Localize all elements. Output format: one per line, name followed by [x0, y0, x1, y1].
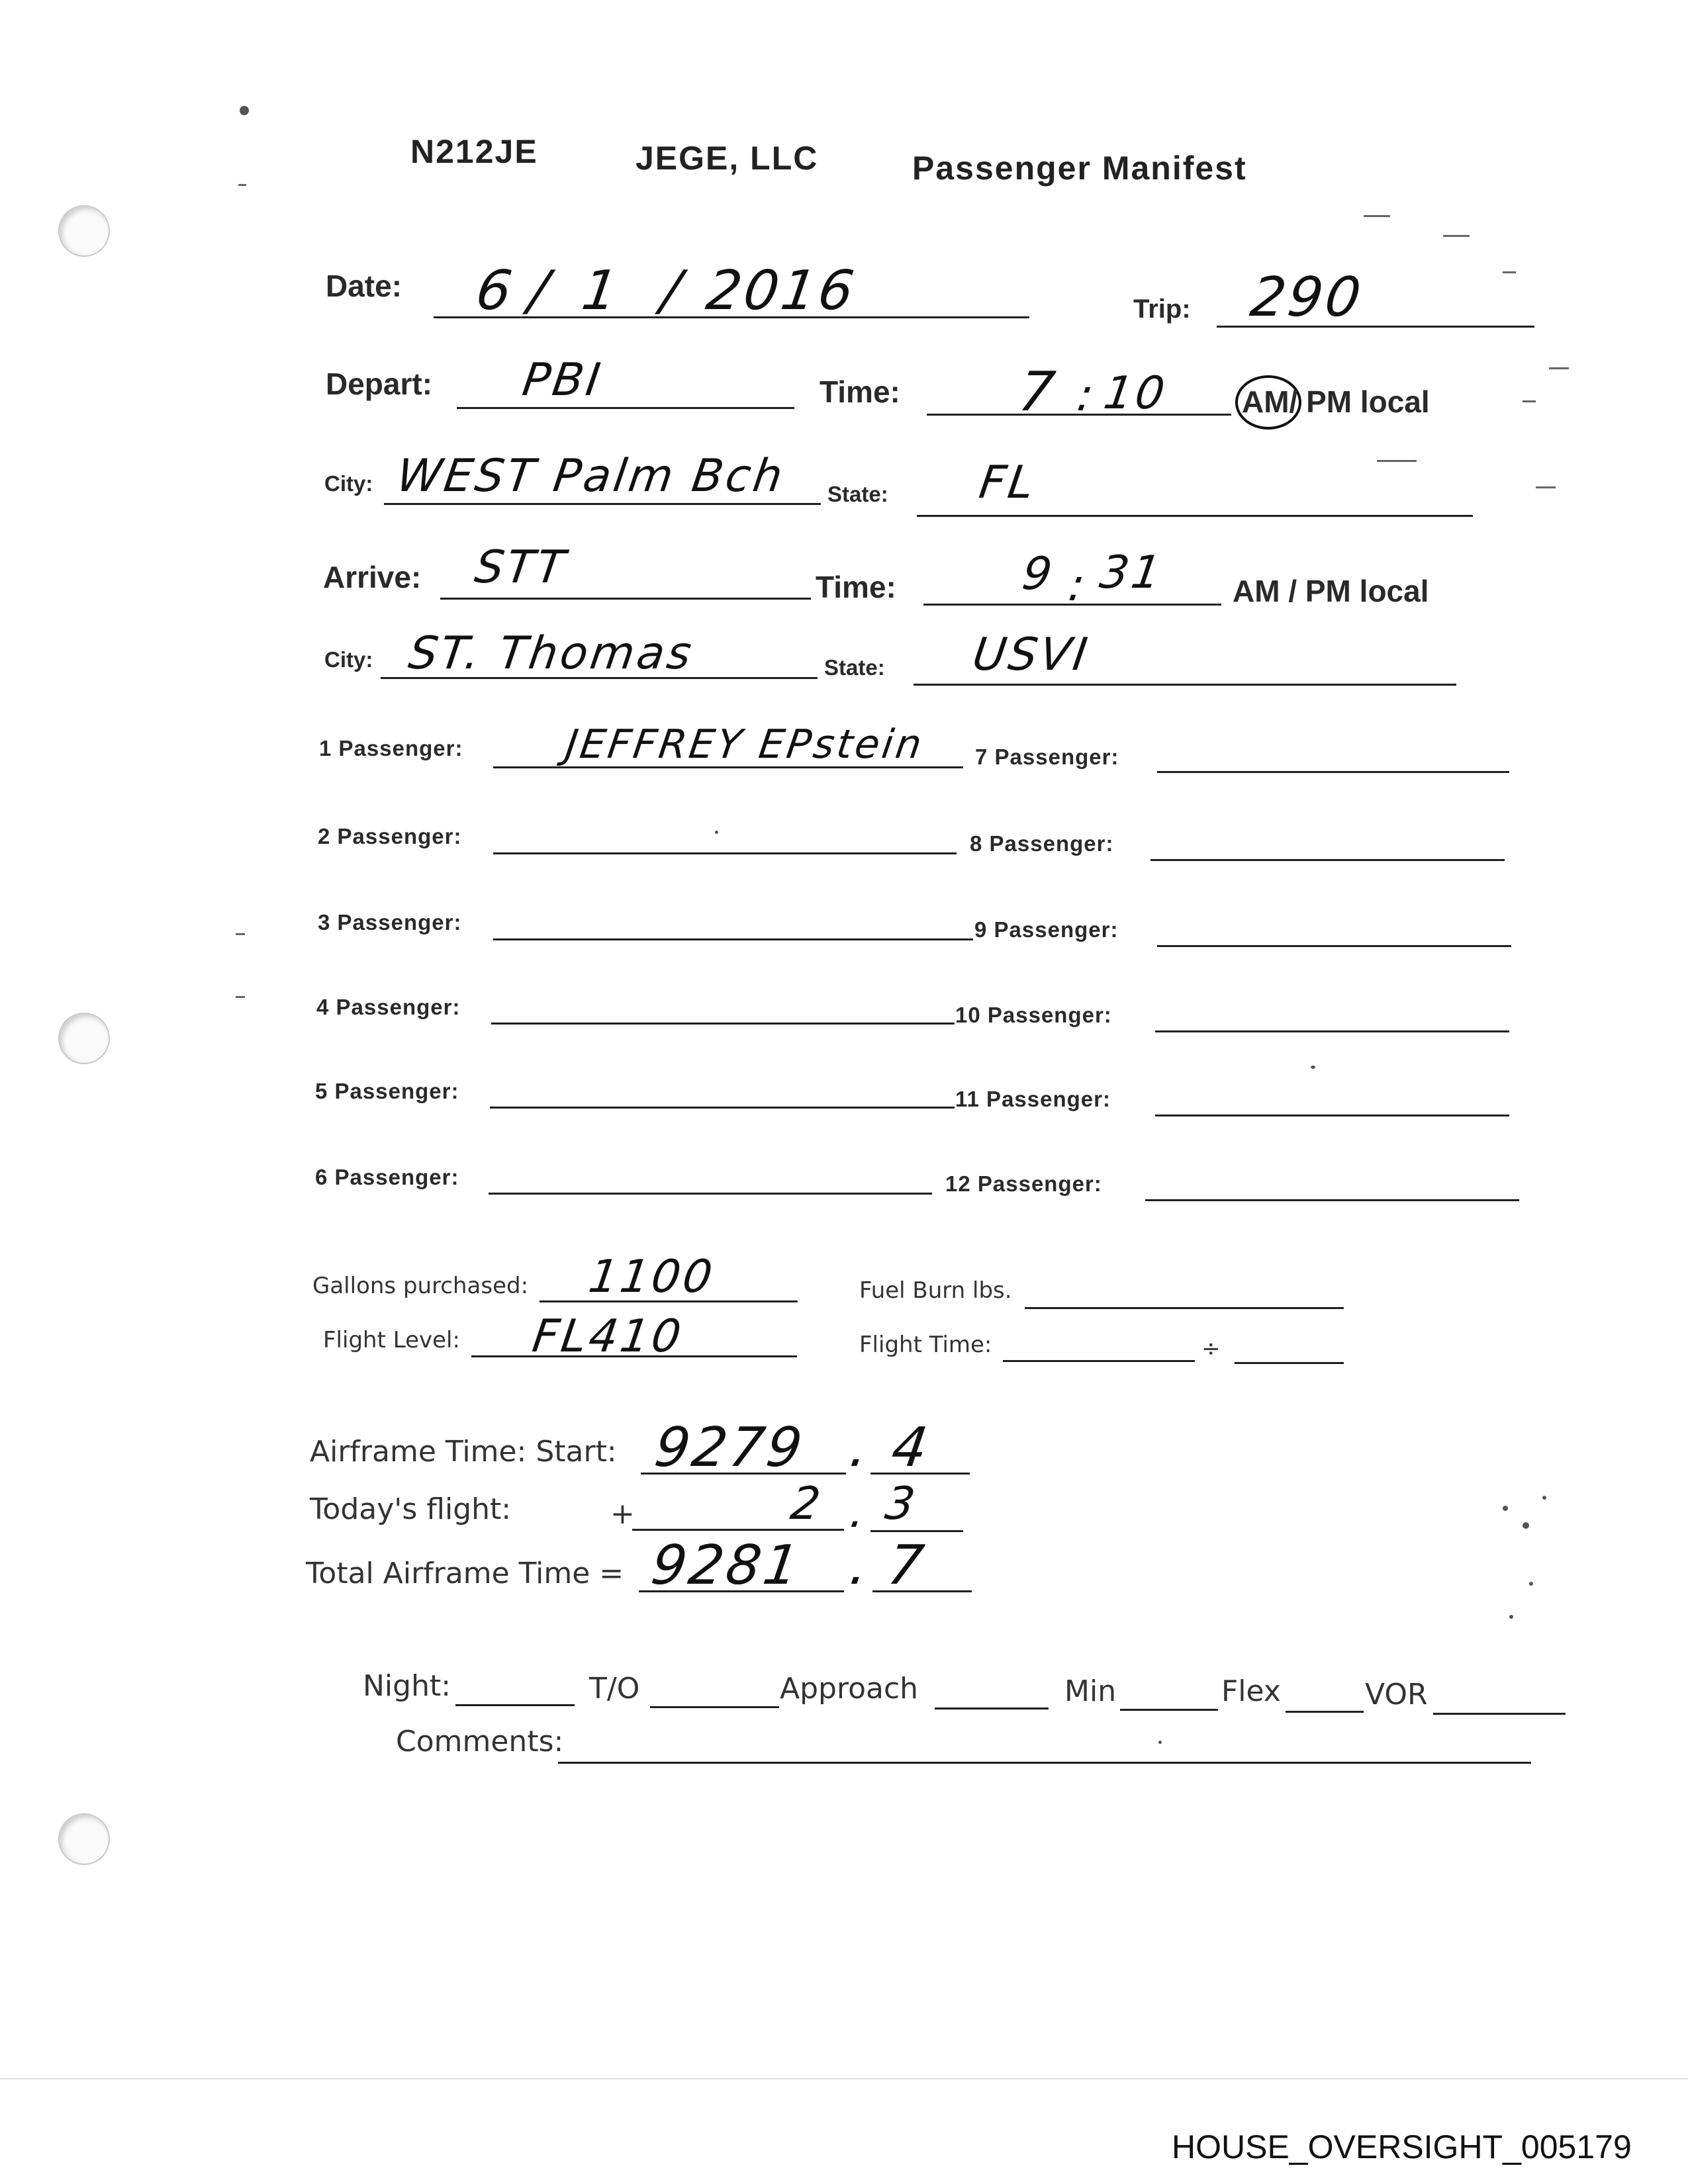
comments-label: Comments: [396, 1725, 564, 1758]
scan-speck [1509, 1615, 1513, 1619]
passenger-4-label: 4 Passenger: [316, 995, 461, 1019]
passenger-7-label: 7 Passenger: [975, 745, 1119, 769]
depart-am-pm-local: AM/ PM local [1242, 385, 1430, 419]
depart-line [457, 407, 794, 409]
flight-level-value: FL410 [529, 1310, 687, 1363]
passenger-12-line [1145, 1199, 1519, 1201]
arrive-line [440, 598, 811, 600]
takeoff-label: T/O [589, 1672, 640, 1706]
date-month-value: 6 [472, 259, 518, 322]
fuel-burn-label: Fuel Burn lbs. [859, 1277, 1012, 1304]
total-airframe-label: Total Airframe Time = [306, 1557, 624, 1590]
scan-speck [1542, 1496, 1546, 1500]
flight-time-tenths-line [1235, 1362, 1344, 1364]
todays-flight-tenth-value: 3 [882, 1478, 921, 1530]
airframe-start-tenth-value: 4 [888, 1416, 934, 1479]
scan-mark [236, 996, 245, 998]
passenger-10-line [1155, 1030, 1509, 1032]
date-label: Date: [326, 269, 402, 303]
scan-speck [1311, 1066, 1315, 1069]
night-line [455, 1704, 575, 1706]
depart-state-line [917, 515, 1473, 517]
bates-number: HOUSE_OVERSIGHT_005179 [1172, 2128, 1632, 2165]
depart-time-label: Time: [820, 375, 900, 409]
passenger-11-label: 11 Passenger: [955, 1087, 1111, 1111]
depart-city-value: WEST Palm Bch [393, 450, 788, 502]
date-separator-2: / [657, 259, 688, 322]
passenger-8-line [1150, 859, 1505, 861]
total-airframe-whole-value: 9281 [647, 1534, 806, 1597]
company-name: JEGE, LLC [635, 140, 819, 177]
passenger-8-label: 8 Passenger: [970, 831, 1114, 856]
flight-time-divider: ÷ [1201, 1336, 1221, 1362]
depart-state-label: State: [827, 482, 888, 506]
arrive-label: Arrive: [323, 560, 422, 594]
todays-flight-tenth-line [870, 1530, 963, 1532]
todays-flight-label: Today's flight: [310, 1492, 512, 1526]
todays-flight-plus: + [610, 1497, 635, 1531]
depart-code-value: PBI [519, 354, 606, 406]
min-line [1120, 1709, 1218, 1711]
trip-value: 290 [1246, 266, 1368, 329]
passenger-3-line [493, 938, 973, 940]
passenger-12-label: 12 Passenger: [945, 1171, 1102, 1196]
date-separator-1: / [525, 259, 555, 322]
total-airframe-tenth-value: 7 [884, 1534, 930, 1597]
airframe-start-decimal: . [846, 1416, 875, 1479]
passenger-1-name: JEFFREY EPstein [563, 721, 927, 768]
arrive-time-label: Time: [816, 570, 896, 604]
min-label: Min [1064, 1674, 1117, 1708]
passenger-2-line [493, 852, 957, 854]
airframe-start-whole-value: 9279 [651, 1416, 809, 1479]
page-edge-line [0, 2078, 1688, 2079]
tail-number: N212JE [410, 133, 538, 170]
comments-line [558, 1762, 1531, 1764]
todays-flight-whole-value: 2 [787, 1478, 826, 1530]
punch-hole-top [58, 205, 110, 257]
arrive-am-pm-local: AM / PM local [1233, 574, 1429, 608]
arrive-state-value: USVI [969, 629, 1094, 681]
flex-line [1286, 1711, 1364, 1713]
arrive-time-colon: : [1065, 559, 1091, 612]
passenger-10-label: 10 Passenger: [955, 1003, 1112, 1027]
date-year-value: 2016 [702, 259, 861, 322]
arrive-hour-value: 9 [1019, 548, 1058, 600]
approach-line [935, 1707, 1049, 1709]
depart-state-value: FL [976, 457, 1040, 509]
airframe-start-label: Airframe Time: Start: [310, 1435, 617, 1469]
trip-label: Trip: [1133, 295, 1191, 324]
scan-speck [1503, 1506, 1508, 1511]
scan-mark [1443, 235, 1470, 237]
fuel-burn-line [1025, 1307, 1344, 1309]
passenger-4-line [491, 1023, 955, 1024]
vor-line [1433, 1713, 1566, 1715]
arrive-state-label: State: [824, 655, 885, 680]
scan-mark [236, 933, 245, 935]
passenger-11-line [1155, 1115, 1509, 1116]
arrive-state-line [914, 684, 1456, 686]
scan-speck [1523, 1522, 1529, 1529]
passenger-6-label: 6 Passenger: [315, 1165, 459, 1189]
passenger-3-label: 3 Passenger: [318, 910, 462, 934]
punch-hole-bottom [58, 1813, 110, 1865]
arrive-code-value: STT [471, 541, 571, 594]
scan-mark [1549, 367, 1569, 369]
scan-mark [1536, 486, 1556, 488]
scan-speck [1529, 1582, 1533, 1586]
scan-speck [1158, 1741, 1162, 1744]
gallons-purchased-value: 1100 [585, 1251, 718, 1303]
approach-label: Approach [780, 1672, 919, 1706]
scan-mark [238, 184, 246, 186]
depart-time-colon: : [1074, 369, 1100, 422]
night-label: Night: [363, 1669, 451, 1703]
flex-label: Flex [1221, 1674, 1281, 1708]
passenger-1-label: 1 Passenger: [319, 736, 463, 760]
flight-time-label: Flight Time: [859, 1332, 992, 1358]
scan-speck [715, 831, 718, 834]
depart-city-line [384, 503, 821, 505]
depart-label: Depart: [326, 367, 433, 401]
passenger-7-line [1157, 771, 1509, 773]
vor-label: VOR [1365, 1678, 1428, 1711]
scan-mark [1523, 400, 1536, 402]
takeoff-line [650, 1706, 779, 1708]
arrive-minute-value: 31 [1096, 547, 1167, 599]
passenger-6-line [489, 1193, 932, 1195]
total-airframe-decimal: . [846, 1534, 875, 1597]
passenger-2-label: 2 Passenger: [318, 824, 462, 848]
flight-level-label: Flight Level: [323, 1327, 460, 1353]
scan-mark [1364, 215, 1390, 217]
todays-flight-decimal: . [847, 1486, 872, 1538]
passenger-9-line [1157, 945, 1511, 947]
arrive-city-value: ST. Thomas [405, 627, 698, 680]
passenger-5-line [490, 1107, 955, 1109]
depart-hour-value: 7 [1015, 361, 1061, 424]
document-title: Passenger Manifest [912, 150, 1247, 187]
scan-mark [1377, 460, 1417, 462]
punch-hole-middle [58, 1013, 110, 1064]
passenger-5-label: 5 Passenger: [315, 1079, 459, 1103]
gallons-purchased-label: Gallons purchased: [312, 1273, 529, 1299]
date-day-value: 1 [578, 259, 624, 322]
passenger-9-label: 9 Passenger: [974, 917, 1119, 942]
scan-mark [1503, 271, 1516, 273]
arrive-city-label: City: [324, 647, 373, 672]
depart-minute-value: 10 [1100, 367, 1171, 420]
flight-time-hours-line [1003, 1360, 1195, 1362]
depart-city-label: City: [324, 471, 373, 496]
scan-speck [240, 106, 249, 115]
